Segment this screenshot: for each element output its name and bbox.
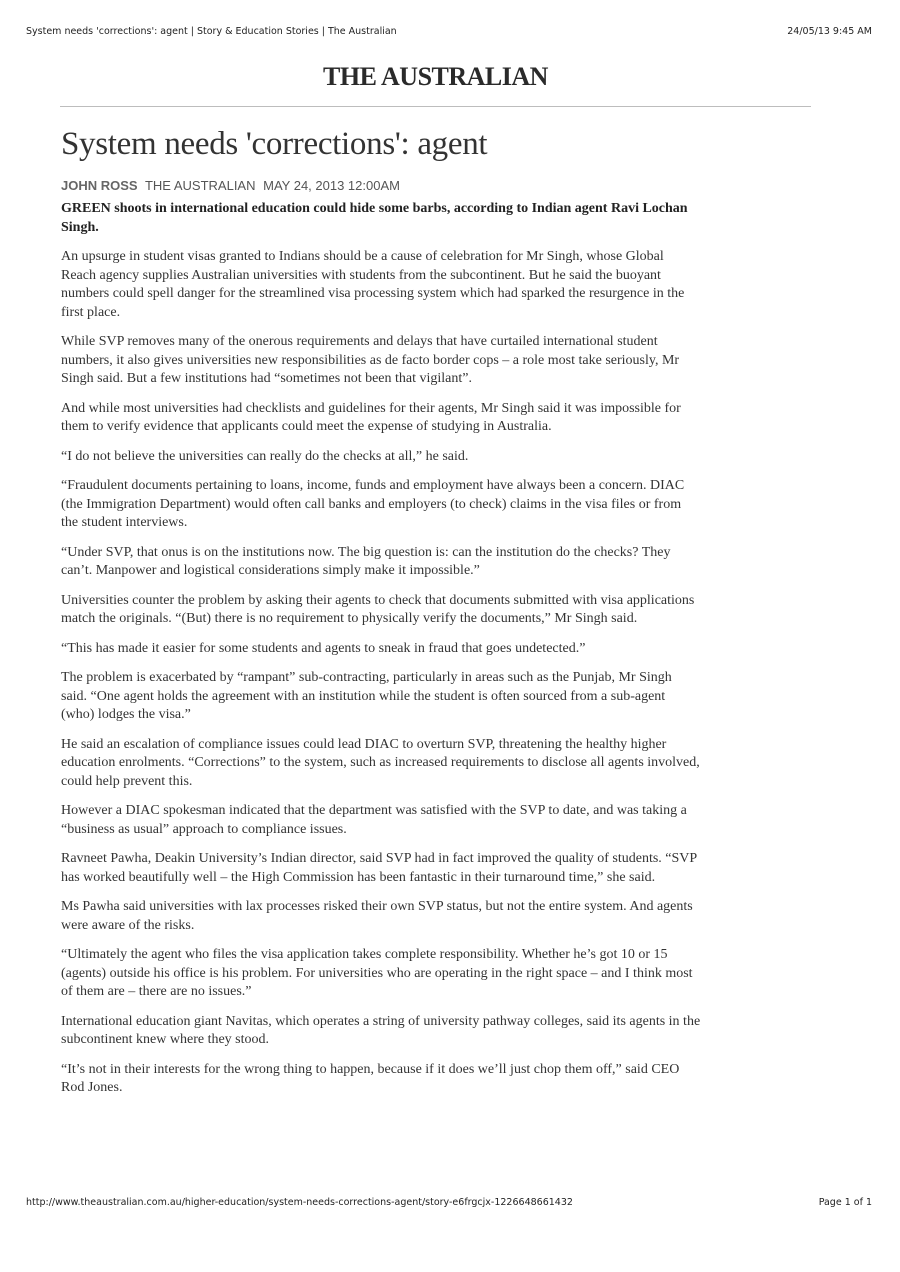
- article-paragraph: He said an escalation of compliance issues could lead DIAC to overturn SVP, threatening the healthy higher education enrolments. “Corrections” to the system, such as increased requirements to disclose all agents involved, could help prevent this.: [61, 736, 700, 789]
- page-indicator: Page 1 of 1: [818, 1197, 872, 1208]
- article-paragraph: An upsurge in student visas granted to Indians should be a cause of celebration for Mr Singh, whose Global Reach agency supplies Australian universities with students from the subcontinent. But he said the buoyant numbers could spell danger for the streamlined visa processing system which had sparked the resurgence in the first place.: [61, 249, 685, 320]
- article-paragraph: “Fraudulent documents pertaining to loans, income, funds and employment have always been a concern. DIAC (the Immigration Department) would often call banks and employers (to check) claims in the visa files or from the student interviews.: [61, 478, 685, 530]
- article-paragraph: The problem is exacerbated by “rampant” sub-contracting, particularly in areas such as the Punjab, Mr Singh said. “One agent holds the agreement with an institution while the student is often sourced from a sub-agent (who) lodges the visa.”: [61, 670, 672, 722]
- article-byline: [61, 178, 701, 194]
- article-paragraph: “Ultimately the agent who files the visa application takes complete responsibility. Whether he’s got 10 or 15 (agents) outside his office is his problem. For universities who are operating in the right space – and I think most of them are – there are no issues.”: [61, 947, 693, 999]
- byline-date: MAY 24, 2013 12:00AM: [263, 178, 400, 193]
- masthead-logo: THE AUSTRALIAN: [323, 62, 548, 91]
- byline-source: THE AUSTRALIAN: [144, 178, 256, 193]
- article-paragraph: Ravneet Pawha, Deakin University’s Indian director, said SVP had in fact improved the quality of students. “SVP has worked beautifully well – the High Commission has been fantastic in their turnaround time,” she said.: [61, 851, 697, 885]
- article-paragraph: “This has made it easier for some students and agents to sneak in fraud that goes undetected.”: [61, 640, 586, 656]
- print-datetime: 24/05/13 9:45 AM: [787, 26, 872, 37]
- article-headline: System needs 'corrections': agent: [61, 126, 488, 162]
- article-standfirst: GREEN shoots in international education could hide some barbs, according to Indian agent Ravi Lochan Singh.: [61, 201, 688, 235]
- article-paragraph: “I do not believe the universities can really do the checks at all,” he said.: [61, 448, 469, 464]
- print-page-title: System needs 'corrections': agent | Story & Education Stories | The Australian: [26, 26, 397, 37]
- print-url: http://www.theaustralian.com.au/higher-education/system-needs-corrections-agent/story-e6frgcjx-1226648661432: [26, 1197, 573, 1208]
- article-paragraph: While SVP removes many of the onerous requirements and delays that have curtailed international student numbers, it also gives universities new responsibilities as de facto border cops – a role most take seriously, Mr Singh said. But a few institutions had “sometimes not been that vigilant”.: [61, 334, 680, 386]
- article-paragraph: Universities counter the problem by asking their agents to check that documents submitted with visa applications match the originals. “(But) there is no requirement to physically verify the documents,” Mr Singh said.: [61, 592, 695, 626]
- article: [61, 124, 701, 1109]
- masthead-divider: [60, 106, 811, 107]
- article-paragraph: And while most universities had checklists and guidelines for their agents, Mr Singh said it was impossible for them to verify evidence that applicants could meet the expense of studying in Australia.: [61, 400, 681, 434]
- article-paragraph: International education giant Navitas, which operates a string of university pathway colleges, said its agents in the subcontinent knew where they stood.: [61, 1013, 701, 1047]
- article-paragraph: “It’s not in their interests for the wrong thing to happen, because if it does we’ll just chop them off,” said CEO Rod Jones.: [61, 1061, 680, 1095]
- article-paragraph: Ms Pawha said universities with lax processes risked their own SVP status, but not the entire system. And agents were aware of the risks.: [61, 899, 693, 933]
- byline-author: JOHN ROSS: [61, 178, 138, 193]
- article-paragraph: However a DIAC spokesman indicated that the department was satisfied with the SVP to date, and was taking a “business as usual” approach to compliance issues.: [61, 803, 687, 837]
- article-paragraph: “Under SVP, that onus is on the institutions now. The big question is: can the institution do the checks? They can’t. Manpower and logistical considerations simply make it impossible.”: [61, 544, 671, 578]
